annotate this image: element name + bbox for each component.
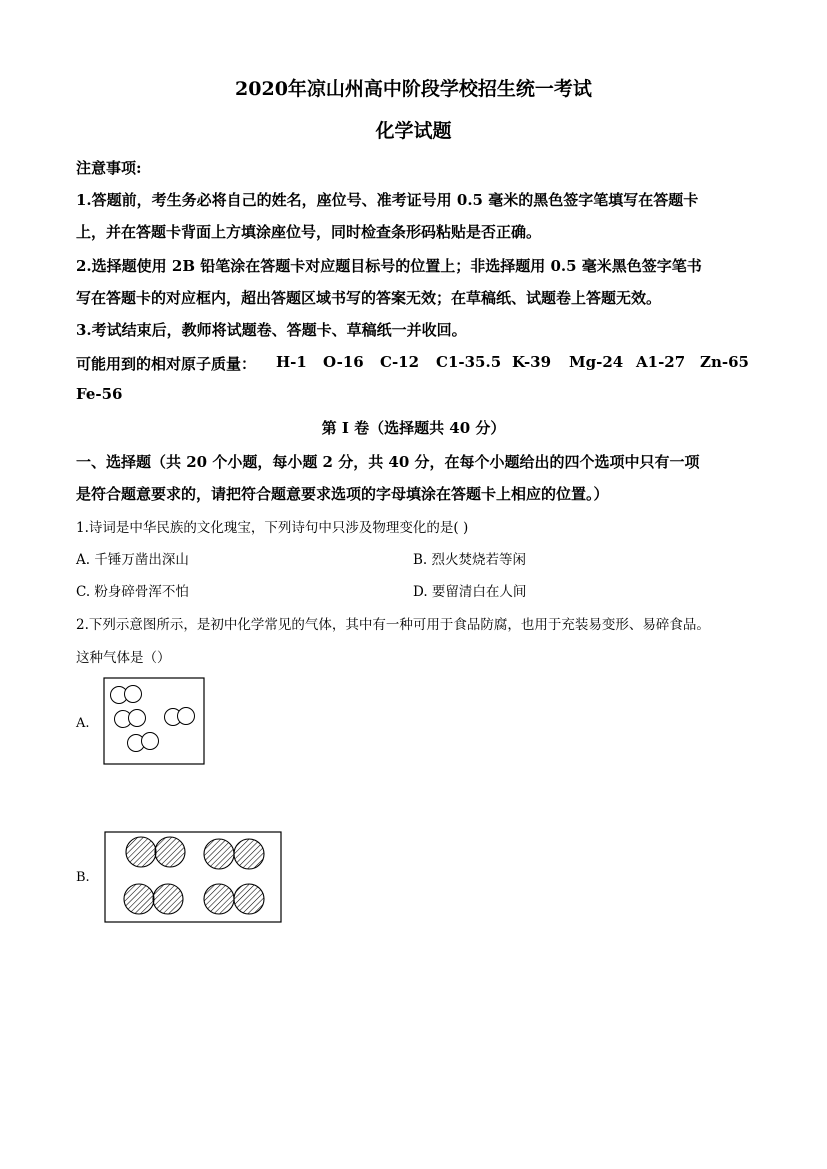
notice-line: 1.答题前，考生务必将自己的姓名，座位号、准考证号用 0.5 毫米的黑色签字笔填写在答题卡: [76, 191, 699, 209]
atomic-mass: K-39: [512, 353, 552, 371]
option-a: A. 千锤万凿出深山: [76, 552, 189, 568]
figure-b-label: B.: [76, 870, 90, 885]
atomic-mass: C-12: [380, 353, 420, 371]
section-intro: 一、选择题（共 20 个小题，每小题 2 分，共 40 分，在每个小题给出的四个选项中只有一项: [76, 453, 700, 471]
atomic-mass: C1-35.5: [436, 353, 502, 371]
figure-a-molecules: [103, 677, 205, 765]
section-intro: 是符合题意要求的，请把符合题意要求选项的字母填涂在答题卡上相应的位置。）: [76, 485, 609, 503]
notice-line: 上，并在答题卡背面上方填涂座位号，同时检查条形码粘贴是否正确。: [76, 223, 542, 241]
atomic-mass: H-1: [276, 353, 307, 371]
notice-line: 2.选择题使用 2B 铅笔涂在答题卡对应题目标号的位置上；非选择题用 0.5 毫米黑色签字笔书: [76, 257, 702, 275]
notice-line: 3.考试结束后，教师将试题卷、答题卡、草稿纸一并收回。: [76, 321, 467, 339]
section-heading: 第 I 卷（选择题共 40 分）: [321, 419, 506, 437]
atomic-mass-label: 可能用到的相对原子质量：: [76, 355, 257, 373]
option-b: B. 烈火焚烧若等闲: [413, 552, 527, 568]
question-1-stem: 1.诗词是中华民族的文化瑰宝，下列诗句中只涉及物理变化的是( ): [76, 520, 469, 536]
figure-a-label: A.: [76, 716, 90, 731]
atomic-mass: O-16: [323, 353, 364, 371]
atomic-mass-list: [0, 353, 827, 373]
figure-b-molecules: [104, 831, 282, 923]
question-2-stem: 这种气体是（）: [76, 650, 171, 666]
atomic-mass-wrap: Fe-56: [76, 385, 123, 403]
option-d: D. 要留清白在人间: [413, 584, 527, 600]
atomic-mass: A1-27: [636, 353, 686, 371]
exam-title: 2020年凉山州高中阶段学校招生统一考试: [235, 78, 592, 100]
atomic-mass: Mg-24: [569, 353, 624, 371]
notice-heading: 注意事项:: [76, 159, 142, 177]
option-c: C. 粉身碎骨浑不怕: [76, 584, 189, 600]
exam-subtitle: 化学试题: [375, 120, 452, 142]
atomic-mass: Zn-65: [700, 353, 749, 371]
question-2-stem: 2.下列示意图所示，是初中化学常见的气体，其中有一种可用于食品防腐，也用于充装易变形、易碎食品。: [76, 617, 710, 633]
notice-line: 写在答题卡的对应框内，超出答题区域书写的答案无效；在草稿纸、试题卷上答题无效。: [76, 289, 662, 307]
